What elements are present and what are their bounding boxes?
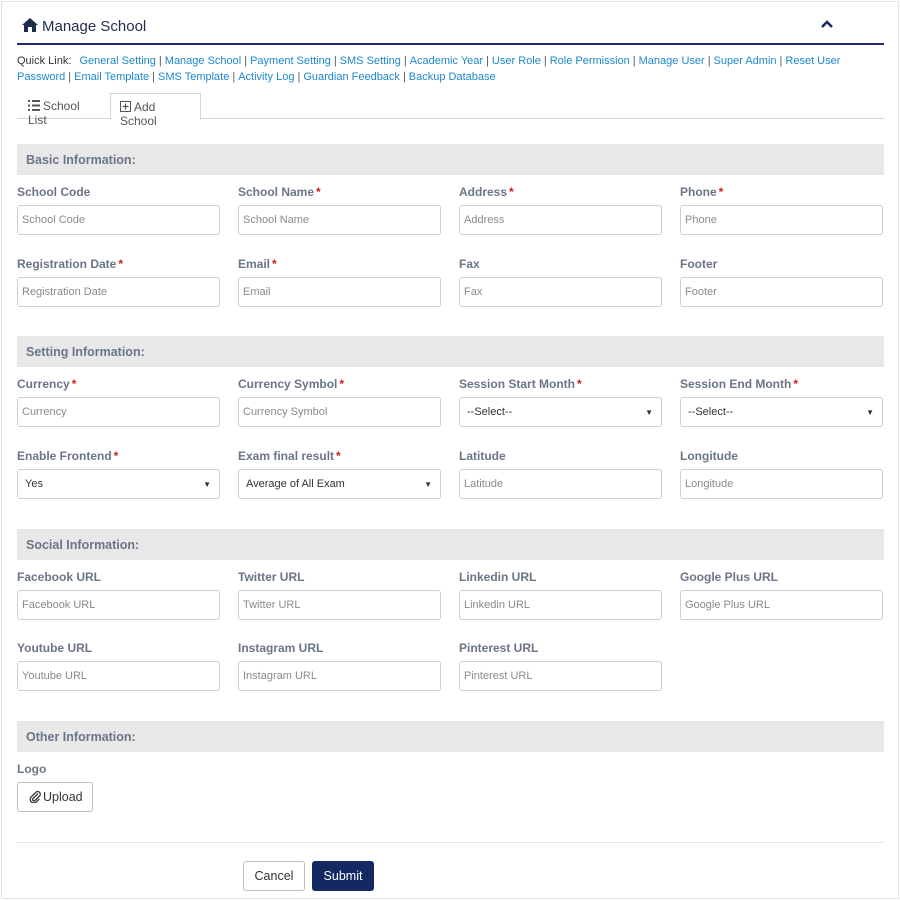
email-input[interactable] bbox=[238, 277, 441, 307]
upload-label: Upload bbox=[43, 790, 83, 804]
linkedin-url-input[interactable] bbox=[459, 590, 662, 620]
quick-links-label: Quick Link: bbox=[17, 55, 72, 67]
quick-link-sms-template[interactable]: SMS Template bbox=[158, 70, 230, 83]
quick-link-manage-school[interactable]: Manage School bbox=[164, 55, 242, 67]
session-end-month-select[interactable] bbox=[680, 397, 883, 427]
field-label-email: Email * bbox=[238, 257, 277, 271]
field-label-latitude: Latitude bbox=[459, 449, 506, 463]
field-label-exam-final-result: Exam final result * bbox=[238, 449, 341, 463]
quick-link-backup-database[interactable]: Backup Database bbox=[408, 70, 496, 83]
upload-button[interactable] bbox=[17, 782, 93, 812]
facebook-url-input[interactable] bbox=[17, 590, 220, 620]
twitter-url-input[interactable] bbox=[238, 590, 441, 620]
field-label-school-code: School Code bbox=[17, 185, 91, 199]
select-value: --Select-- bbox=[467, 406, 513, 418]
exam-final-result-select[interactable] bbox=[238, 469, 441, 499]
field-label-linkedin-url: Linkedin URL bbox=[459, 570, 537, 584]
select-value: Yes bbox=[25, 478, 43, 490]
quick-link-payment-setting[interactable]: Payment Setting bbox=[250, 55, 331, 67]
tab-label: School List bbox=[28, 99, 80, 127]
tab-label: Add School bbox=[120, 100, 157, 128]
paperclip-icon bbox=[29, 790, 41, 803]
field-label-school-name: School Name * bbox=[238, 185, 321, 199]
pinterest-url-input[interactable] bbox=[459, 661, 662, 691]
field-label-footer: Footer bbox=[680, 257, 718, 271]
section-basic-information: Basic Information: bbox=[17, 144, 884, 175]
field-label-pinterest-url: Pinterest URL bbox=[459, 641, 539, 655]
panel-header bbox=[17, 14, 884, 45]
select-value: --Select-- bbox=[688, 406, 734, 418]
field-label-enable-frontend: Enable Frontend * bbox=[17, 449, 119, 463]
dropdown-arrow-icon: ▼ bbox=[424, 480, 432, 489]
field-label-twitter-url: Twitter URL bbox=[238, 570, 305, 584]
enable-frontend-select[interactable] bbox=[17, 469, 220, 499]
quick-link-general-setting[interactable]: General Setting bbox=[79, 55, 156, 67]
latitude-input[interactable] bbox=[459, 469, 662, 499]
field-label-google-plus-url: Google Plus URL bbox=[680, 570, 779, 584]
quick-link-sms-setting[interactable]: SMS Setting bbox=[339, 55, 401, 67]
longitude-input[interactable] bbox=[680, 469, 883, 499]
youtube-url-input[interactable] bbox=[17, 661, 220, 691]
plus-square-icon bbox=[120, 101, 131, 112]
field-label-address: Address * bbox=[459, 185, 514, 199]
phone-input[interactable] bbox=[680, 205, 883, 235]
field-label-phone: Phone * bbox=[680, 185, 724, 199]
google-plus-url-input[interactable] bbox=[680, 590, 883, 620]
school-name-input[interactable] bbox=[238, 205, 441, 235]
tab-bar bbox=[17, 93, 884, 128]
quick-link-role-permission[interactable]: Role Permission bbox=[549, 55, 630, 67]
home-icon bbox=[21, 17, 39, 33]
fax-input[interactable] bbox=[459, 277, 662, 307]
quick-link-user-role[interactable]: User Role bbox=[491, 55, 541, 67]
footer-input[interactable] bbox=[680, 277, 883, 307]
quick-link-manage-user[interactable]: Manage User bbox=[638, 55, 705, 67]
instagram-url-input[interactable] bbox=[238, 661, 441, 691]
form-divider bbox=[17, 842, 884, 843]
dropdown-arrow-icon: ▼ bbox=[203, 480, 211, 489]
field-label-instagram-url: Instagram URL bbox=[238, 641, 324, 655]
quick-link-reset-user-password[interactable]: Reset User Password bbox=[17, 55, 841, 83]
page-title: Manage School bbox=[42, 18, 147, 35]
tab-school-list[interactable] bbox=[19, 93, 109, 127]
quick-link-email-template[interactable]: Email Template bbox=[74, 70, 150, 83]
field-label-facebook-url: Facebook URL bbox=[17, 570, 102, 584]
address-input[interactable] bbox=[459, 205, 662, 235]
field-label-session-start-month: Session Start Month * bbox=[459, 377, 582, 391]
cancel-button[interactable]: Cancel bbox=[243, 861, 305, 891]
school-code-input[interactable] bbox=[17, 205, 220, 235]
currency-input[interactable] bbox=[17, 397, 220, 427]
field-label-fax: Fax bbox=[459, 257, 480, 271]
quick-links: Quick Link: General Setting | Manage School | Payment Setting | SMS Setting | Academic Year | User Role | Role Permission | Manage User | Super Admin | Reset User Password | Email Template | SMS Template | Activity Log | Guardian Feedback | Backup Database bbox=[17, 55, 841, 83]
section-social-information: Social Information: bbox=[17, 529, 884, 560]
quick-link-super-admin[interactable]: Super Admin bbox=[713, 55, 777, 67]
dropdown-arrow-icon: ▼ bbox=[866, 408, 874, 417]
field-label-youtube-url: Youtube URL bbox=[17, 641, 93, 655]
section-other-information: Other Information: bbox=[17, 721, 884, 752]
page-frame bbox=[1, 1, 899, 899]
field-label-logo: Logo bbox=[17, 762, 47, 776]
field-label-registration-date: Registration Date * bbox=[17, 257, 124, 271]
quick-link-activity-log[interactable]: Activity Log bbox=[238, 70, 295, 83]
tab-add-school[interactable] bbox=[110, 93, 201, 128]
dropdown-arrow-icon: ▼ bbox=[645, 408, 653, 417]
field-label-currency-symbol: Currency Symbol * bbox=[238, 377, 345, 391]
submit-button[interactable]: Submit bbox=[312, 861, 374, 891]
field-label-session-end-month: Session End Month * bbox=[680, 377, 799, 391]
quick-link-guardian-feedback[interactable]: Guardian Feedback bbox=[303, 70, 400, 83]
select-value: Average of All Exam bbox=[246, 478, 345, 490]
section-setting-information: Setting Information: bbox=[17, 336, 884, 367]
list-icon bbox=[28, 100, 40, 111]
currency-symbol-input[interactable] bbox=[238, 397, 441, 427]
registration-date-input[interactable] bbox=[17, 277, 220, 307]
field-label-longitude: Longitude bbox=[680, 449, 738, 463]
field-label-currency: Currency * bbox=[17, 377, 77, 391]
quick-link-academic-year[interactable]: Academic Year bbox=[409, 55, 484, 67]
session-start-month-select[interactable] bbox=[459, 397, 662, 427]
chevron-up-icon[interactable] bbox=[820, 18, 834, 30]
